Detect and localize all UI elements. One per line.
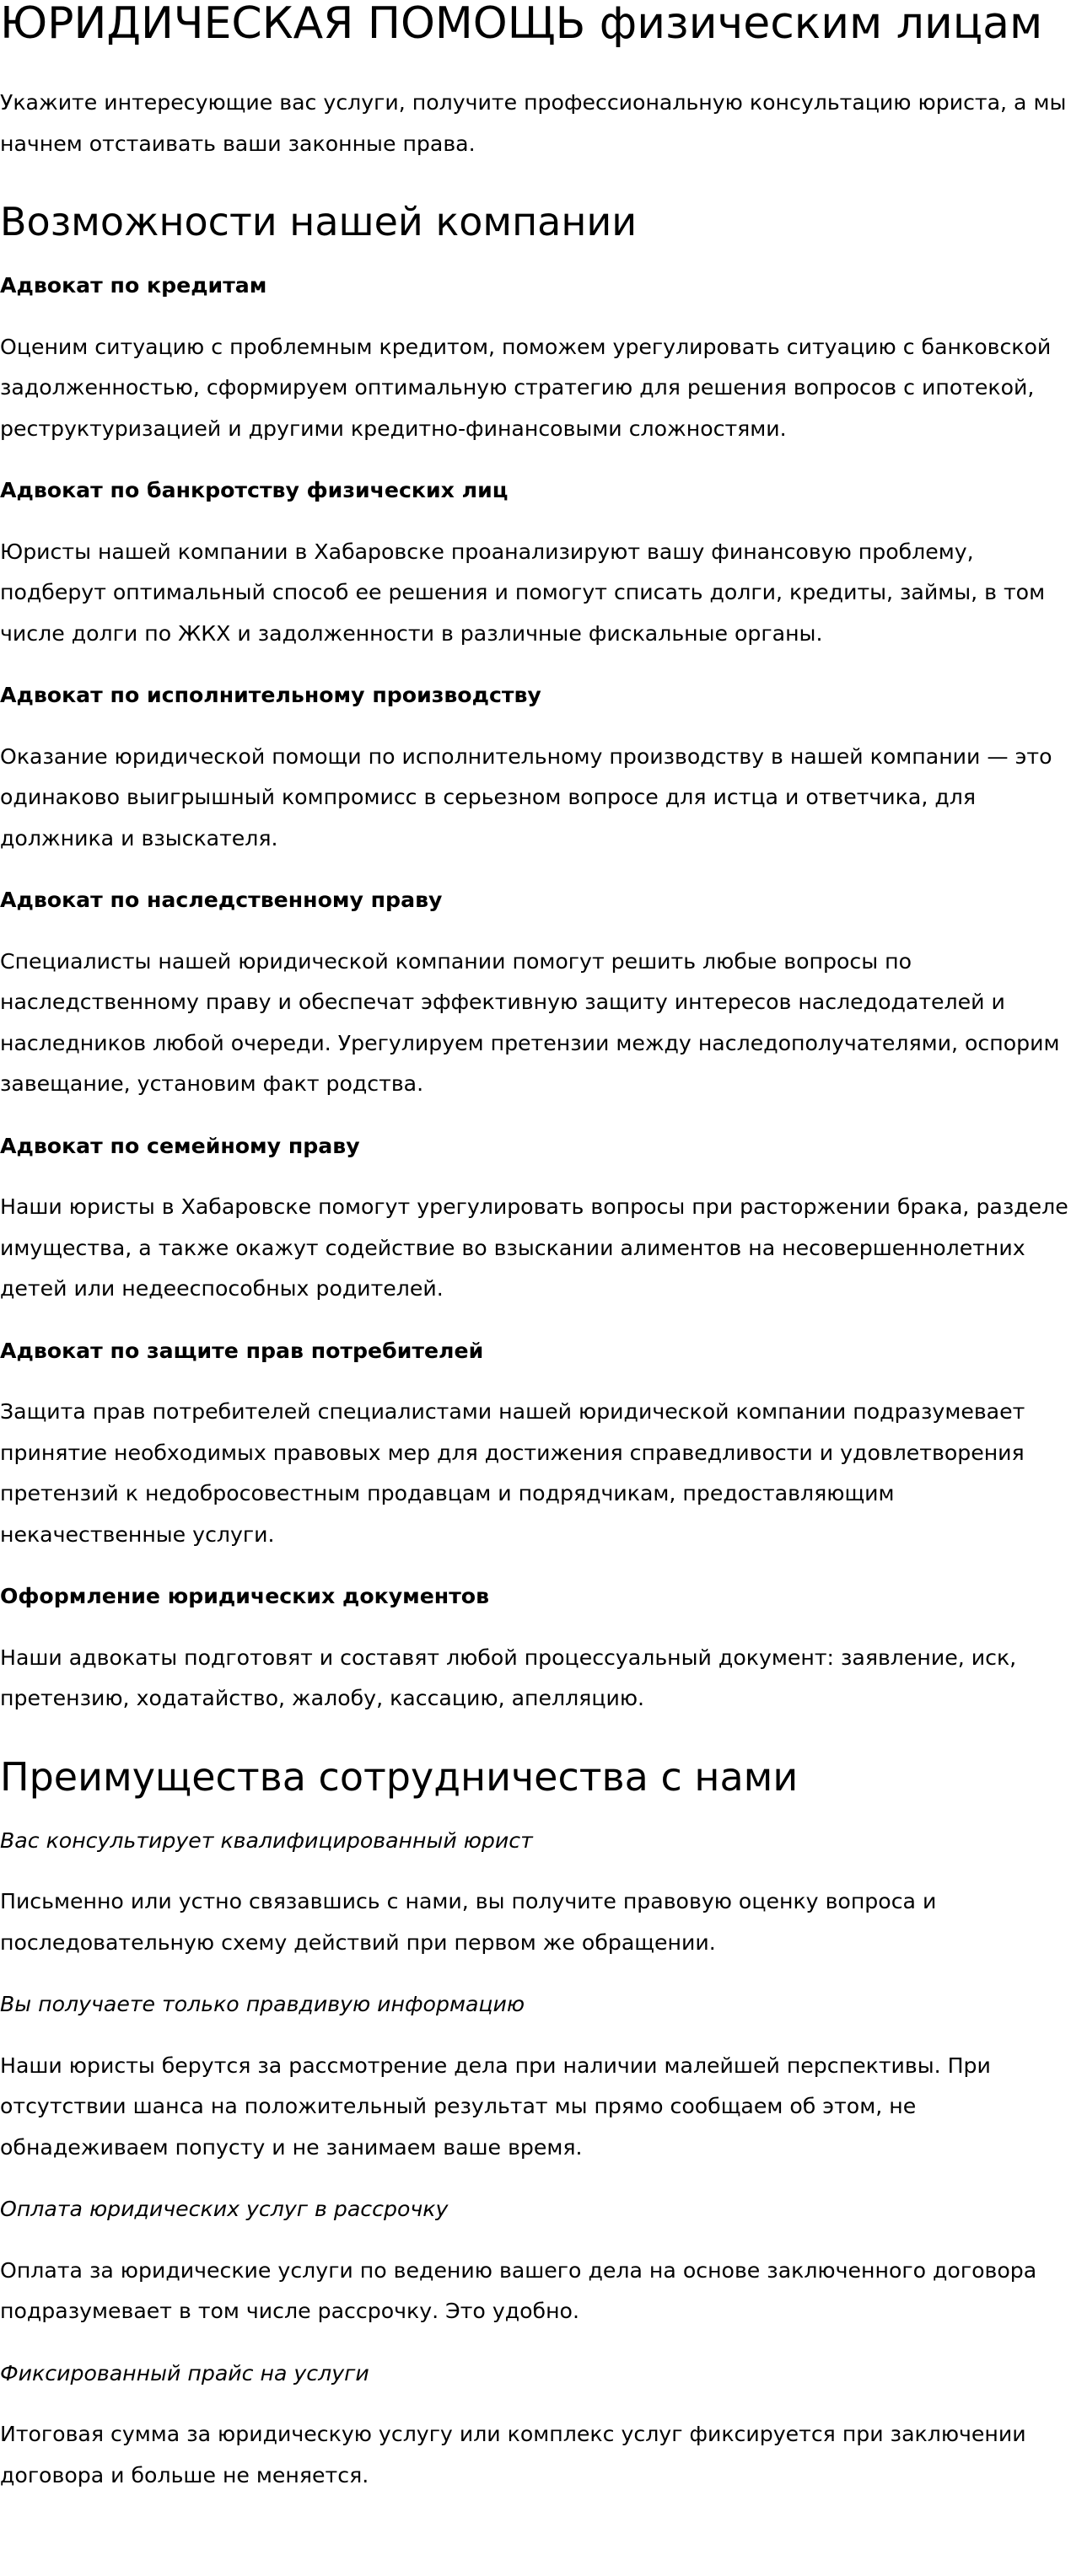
service-title-bankruptcy: Адвокат по банкротству физических лиц xyxy=(0,478,509,502)
service-title-credits: Адвокат по кредитам xyxy=(0,273,267,298)
service-text-inheritance: Специалисты нашей юридической компании помогут решить любые вопросы по наследственному праву и обеспечат эффективную защиту интересов наследодателей и наследников любой очереди. Урегулируем претензии между наследополучателями, оспорим завещание, установим факт родства. xyxy=(0,948,1060,1096)
advantage-text-truthful: Наши юристы берутся за рассмотрение дела при наличии малейшей перспективы. При отсутствии шанса на положительный результат мы прямо сообщаем об этом, не обнадеживаем попусту и не занимаем ваше время. xyxy=(0,2053,991,2160)
service-title-inheritance: Адвокат по наследственному праву xyxy=(0,888,443,912)
service-text-consumer: Защита прав потребителей специалистами нашей юридической компании подразумевает принятие необходимых правовых мер для достижения справедливости и удовлетворения претензий к недобросовестным продавцам и подрядчикам, предоставляющим некачественные услуги. xyxy=(0,1399,1025,1547)
service-text-credits: Оценим ситуацию с проблемным кредитом, поможем урегулировать ситуацию с банковской задолженностью, сформируем оптимальную стратегию для решения вопросов с ипотекой, реструктуризацией и другими кредитно-финансовыми сложностями. xyxy=(0,334,1052,441)
service-title-enforcement: Адвокат по исполнительному производству xyxy=(0,683,541,707)
service-title-consumer: Адвокат по защите прав потребителей xyxy=(0,1338,484,1363)
advantages-heading: Преимущества сотрудничества с нами xyxy=(0,1753,799,1800)
advantage-title-installments: Оплата юридических услуг в рассрочку xyxy=(0,2197,449,2221)
service-title-documents: Оформление юридических документов xyxy=(0,1584,490,1608)
services-heading: Возможности нашей компании xyxy=(0,199,638,244)
advantage-title-qualified: Вас консультирует квалифицированный юрист xyxy=(0,1827,533,1853)
advantage-text-installments: Оплата за юридические услуги по ведению вашего дела на основе заключенного договора подразумевает в том числе рассрочку. Это удобно. xyxy=(0,2257,1037,2323)
service-title-family: Адвокат по семейному праву xyxy=(0,1133,360,1158)
services-section xyxy=(0,196,1071,1720)
advantage-title-fixed-price: Фиксированный прайс на услуги xyxy=(0,2360,369,2385)
advantage-text-qualified: Письменно или устно связавшись с нами, вы получите правовую оценку вопроса и последовательную схему действий при первом же обращении. xyxy=(0,1889,937,1955)
advantages-section xyxy=(0,1752,1071,2497)
service-text-family: Наши юристы в Хабаровске помогут урегулировать вопросы при расторжении брака, разделе имущества, а также окажут содействие во взыскании алиментов на несовершеннолетних детей или недееспособных родителей. xyxy=(0,1194,1068,1301)
advantage-title-truthful: Вы получаете только правдивую информацию xyxy=(0,1992,525,2016)
intro-text: Укажите интересующие вас услуги, получите профессиональную консультацию юриста, а мы начнем отстаивать ваши законные права. xyxy=(0,90,1067,156)
service-text-bankruptcy: Юристы нашей компании в Хабаровске проанализируют вашу финансовую проблему, подберут оптимальный способ ее решения и помогут списать долги, кредиты, займы, в том числе долги по ЖКХ и задолженности в различные фискальные органы. xyxy=(0,539,1046,646)
service-text-documents: Наши адвокаты подготовят и составят любой процессуальный документ: заявление, иск, претензию, ходатайство, жалобу, кассацию, апелляцию. xyxy=(0,1645,1017,1710)
service-text-enforcement: Оказание юридической помощи по исполнительному производству в нашей компании — это одинаково выигрышный компромисс в серьезном вопросе для истца и ответчика, для должника и взыскателя. xyxy=(0,743,1052,851)
advantage-text-fixed-price: Итоговая сумма за юридическую услугу или комплекс услуг фиксируется при заключении договора и больше не меняется. xyxy=(0,2422,1026,2487)
page-title: ЮРИДИЧЕСКАЯ ПОМОЩЬ физическим лицам xyxy=(0,0,1043,49)
